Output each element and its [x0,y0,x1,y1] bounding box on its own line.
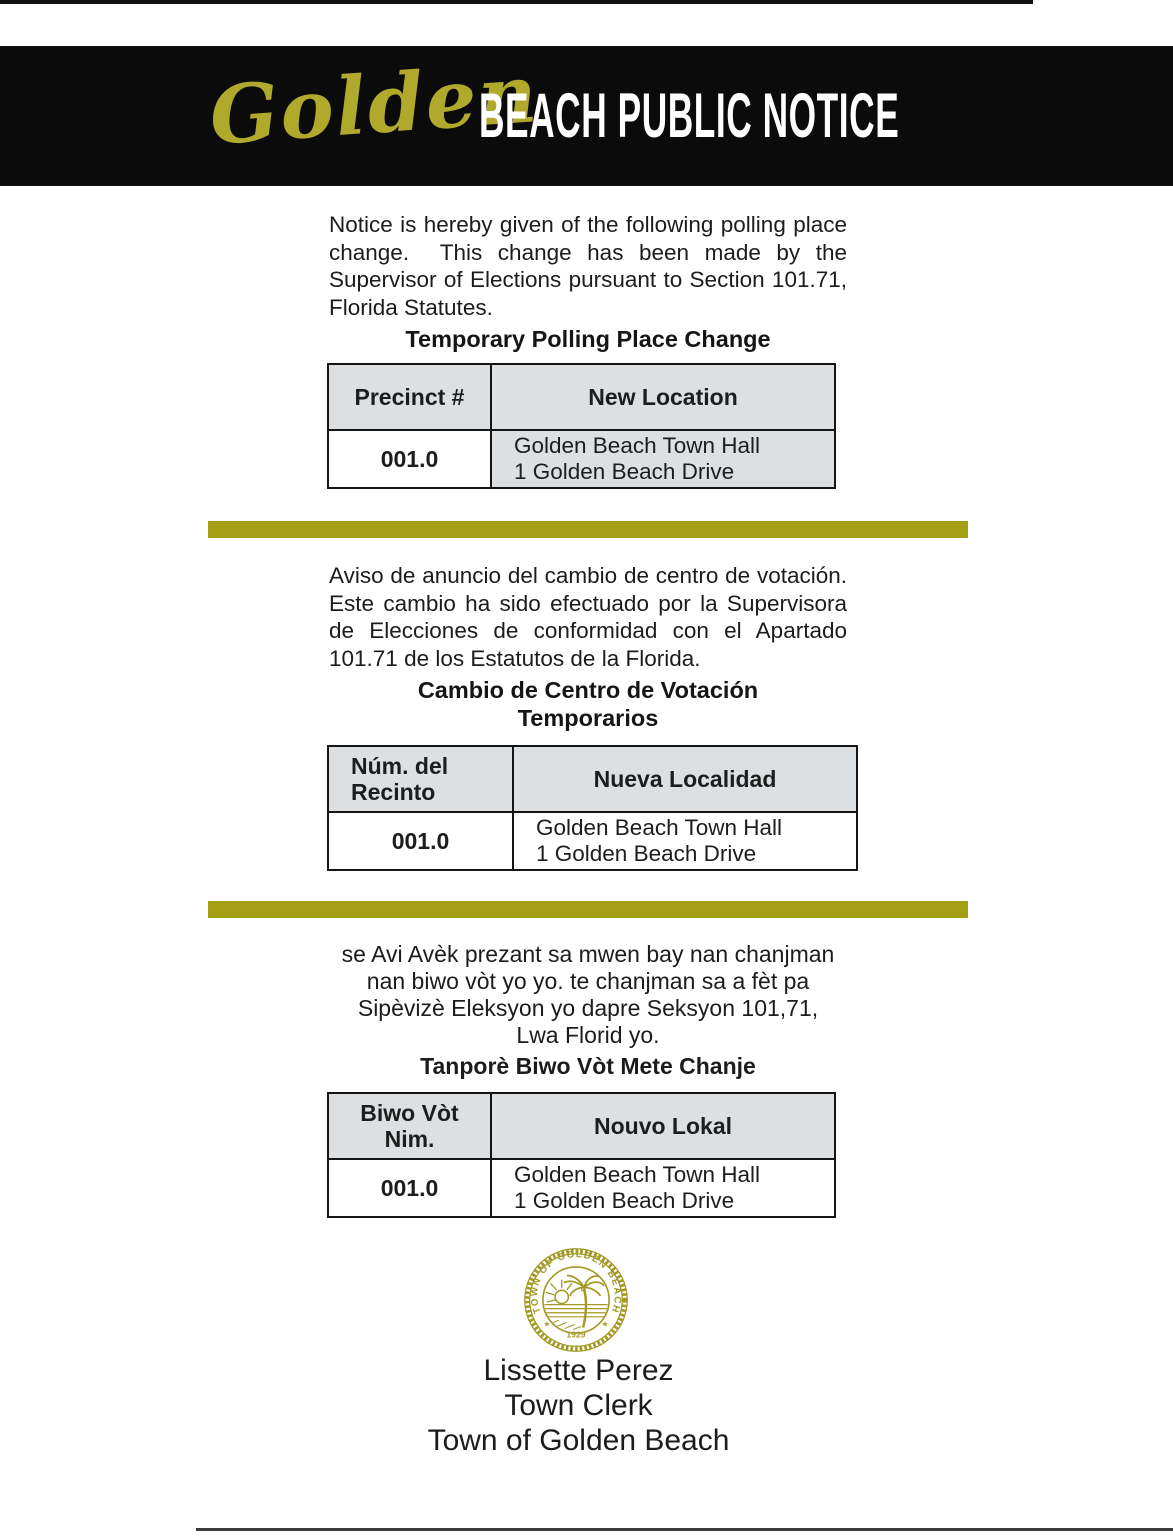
precinct-value-cell: 001.0 [328,430,491,488]
seal-scene-palm-sun-sea [544,1276,607,1330]
spanish-polling-table [327,745,858,871]
precinct-header-cell [328,746,513,812]
spanish-heading-line2: Temporarios [517,705,659,731]
precinct-value-cell: 001.0 [328,1159,491,1217]
creole-paragraph-line: se Avi Avèk prezant sa mwen bay nan chanjman [341,941,835,967]
location-line: Golden Beach Town Hall [514,433,760,458]
creole-paragraph-line: Lwa Florid yo. [516,1022,660,1048]
english-paragraph: Notice is hereby given of the following polling place change. This change has been made by the Supervisor of Elections pursuant to Section 101.71, Florida Statutes. [329,212,847,320]
precinct-value-cell: 001.0 [328,812,513,870]
table-header-row [328,364,835,430]
table-header-row [328,746,857,812]
location-line: Golden Beach Town Hall [536,815,782,840]
header-line: Biwo Vòt [360,1100,459,1126]
signature-block [327,1353,830,1458]
seal-year: 1929 [566,1329,586,1340]
location-line: Golden Beach Town Hall [514,1162,760,1187]
signature-title: Town Clerk [504,1389,653,1422]
creole-paragraph-line: Sipèvizè Eleksyon yo dapre Seksyon 101,71, [357,995,819,1021]
precinct-header-cell [328,1093,491,1159]
notice-title: BEACH PUBLIC NOTICE [479,81,900,151]
table-data-row [328,812,857,870]
table-header-row [328,1093,835,1159]
seal-star-left-icon: ★ [543,1319,551,1329]
table-data-row [328,430,835,488]
signature-org: Town of Golden Beach [427,1424,730,1457]
precinct-header-cell: Precinct # [328,364,491,430]
page-bottom-edge-line [196,1528,1173,1531]
gold-divider-bar [208,901,968,918]
seal-ring-text: TOWN OF GOLDEN BEACH [528,1248,623,1316]
signature-name: Lissette Perez [483,1354,674,1387]
location-header-cell: Nueva Localidad [513,746,857,812]
location-header-cell: New Location [491,364,835,430]
spanish-heading-line1: Cambio de Centro de Votación [417,677,759,703]
location-line: 1 Golden Beach Drive [514,459,735,484]
english-heading: Temporary Polling Place Change [405,326,771,352]
location-value-cell [513,812,857,870]
section-english [329,211,847,353]
gold-divider-bar [208,521,968,538]
location-value-cell [491,430,835,488]
english-polling-table [327,363,836,489]
creole-polling-table [327,1092,836,1218]
spanish-paragraph: Aviso de anuncio del cambio de centro de votación. Este cambio ha sido efectuado por la Supervisora de Elecciones de conformidad con el Apartado 101.71 de los Estatutos de la Florida. [329,563,847,671]
page-top-edge-line [0,0,1033,4]
creole-heading: Tanporè Biwo Vòt Mete Chanje [420,1053,756,1079]
location-line: 1 Golden Beach Drive [536,841,757,866]
table-data-row [328,1159,835,1217]
seal-star-right-icon: ★ [601,1319,609,1329]
location-value-cell [491,1159,835,1217]
location-header-cell: Nouvo Lokal [491,1093,835,1159]
section-creole [329,941,847,1080]
header-line: Nim. [384,1126,435,1152]
location-line: 1 Golden Beach Drive [514,1188,735,1213]
header-line: Núm. del [351,753,449,779]
town-seal-icon [522,1246,630,1354]
golden-script-logo: Golden [206,46,542,163]
creole-paragraph-line: nan biwo vòt yo yo. te chanjman sa a fèt pa [366,968,810,994]
header-band [0,46,1173,186]
header-line: Recinto [351,779,436,805]
section-spanish [329,562,847,732]
